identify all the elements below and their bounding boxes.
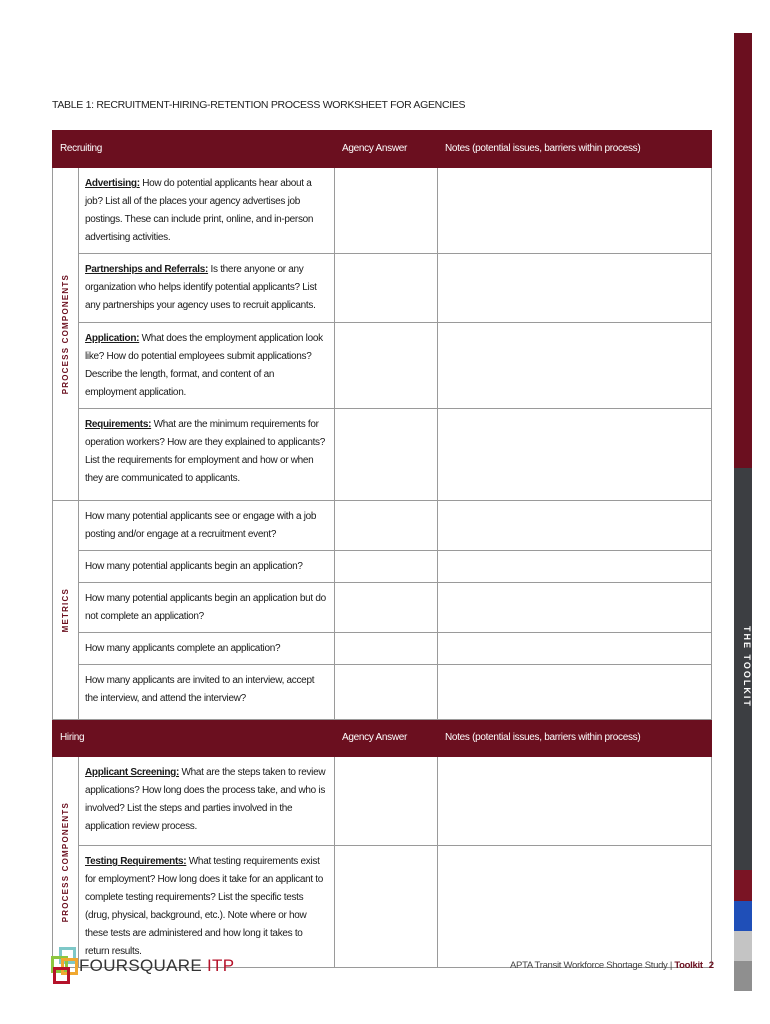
table-row xyxy=(53,633,712,665)
side-tab-label: THE TOOLKIT xyxy=(742,626,752,708)
side-bar-gray-light xyxy=(734,931,752,961)
question-term: Applicant Screening: xyxy=(85,767,180,778)
side-bar-red xyxy=(734,33,752,468)
notes-cell[interactable] xyxy=(438,633,712,665)
question-cell: How many potential applicants begin an application but do not complete an application? xyxy=(79,583,335,633)
page-number: 2 xyxy=(708,960,714,971)
question-cell: How many applicants complete an application? xyxy=(79,633,335,665)
table-row xyxy=(53,323,712,409)
table-row xyxy=(53,665,712,720)
side-bar-blue xyxy=(734,901,752,931)
footer-study: APTA Transit Workforce Shortage Study | xyxy=(510,960,675,971)
question-term: Requirements: xyxy=(85,419,152,430)
question-cell xyxy=(79,409,335,501)
agency-answer-cell[interactable] xyxy=(335,501,438,551)
notes-cell[interactable] xyxy=(438,551,712,583)
agency-answer-cell[interactable] xyxy=(335,323,438,409)
notes-cell[interactable] xyxy=(438,409,712,501)
question-text: Is there anyone or any organization who helps identify potential applicants? List any partnerships your agency uses to recruit applicants. xyxy=(85,264,317,311)
notes-cell[interactable] xyxy=(438,323,712,409)
metrics-group xyxy=(53,501,79,720)
table-title: TABLE 1: RECRUITMENT-HIRING-RETENTION PROCESS WORKSHEET FOR AGENCIES xyxy=(52,99,466,111)
question-cell xyxy=(79,323,335,409)
process-components-group xyxy=(53,757,79,968)
group-label: PROCESS COMPONENTS xyxy=(61,801,70,923)
question-cell: How many applicants are invited to an interview, accept the interview, and attend the interview? xyxy=(79,665,335,720)
agency-answer-cell[interactable] xyxy=(335,665,438,720)
question-cell: How many potential applicants begin an application? xyxy=(79,551,335,583)
question-term: Advertising: xyxy=(85,178,140,189)
table-row xyxy=(53,583,712,633)
hiring-header: Hiring xyxy=(53,720,335,757)
question-cell xyxy=(79,757,335,846)
table-row xyxy=(53,409,712,501)
notes-cell[interactable] xyxy=(438,168,712,254)
agency-answer-cell[interactable] xyxy=(335,757,438,846)
question-text: What are the minimum requirements for operation workers? How are they explained to applicants? List the requirements for employment and how or when they are communicated to applicants. xyxy=(85,419,326,484)
agency-answer-cell[interactable] xyxy=(335,254,438,323)
question-text: What does the employment application look like? How do potential employees submit applications? Describe the length, format, and content of an employment application. xyxy=(85,333,323,398)
table-row xyxy=(53,168,712,254)
question-cell: How many potential applicants see or engage with a job posting and/or engage at a recruitment event? xyxy=(79,501,335,551)
agency-answer-cell[interactable] xyxy=(335,583,438,633)
footer-section: Toolkit xyxy=(674,960,703,971)
agency-answer-cell[interactable] xyxy=(335,168,438,254)
notes-cell[interactable] xyxy=(438,665,712,720)
notes-cell[interactable] xyxy=(438,501,712,551)
question-text: How do potential applicants hear about a job? List all of the places your agency advertises job postings. These can include print, online, and in-person advertising activities. xyxy=(85,178,314,243)
side-bar-red-lower xyxy=(734,870,752,901)
foursquare-logo xyxy=(51,946,234,986)
agency-answer-cell[interactable] xyxy=(335,551,438,583)
notes-header: Notes (potential issues, barriers within process) xyxy=(438,131,712,168)
recruiting-header-row xyxy=(53,131,712,168)
logo-main-text: FOURSQUARE xyxy=(79,956,202,975)
question-cell xyxy=(79,168,335,254)
table-row xyxy=(53,757,712,846)
question-text: What are the steps taken to review applications? How long does the process take, and who is involved? List the steps and parties involved in the application review process. xyxy=(85,767,326,832)
hiring-header-row xyxy=(53,720,712,757)
notes-cell[interactable] xyxy=(438,757,712,846)
recruiting-header: Recruiting xyxy=(53,131,335,168)
notes-cell[interactable] xyxy=(438,846,712,968)
question-term: Application: xyxy=(85,333,140,344)
question-term: Testing Requirements: xyxy=(85,856,187,867)
question-cell xyxy=(79,254,335,323)
side-bar-gray xyxy=(734,961,752,991)
notes-header: Notes (potential issues, barriers within process) xyxy=(438,720,712,757)
notes-cell[interactable] xyxy=(438,254,712,323)
agency-answer-header: Agency Answer xyxy=(335,720,438,757)
process-components-group xyxy=(53,168,79,501)
notes-cell[interactable] xyxy=(438,583,712,633)
logo-accent-text: ITP xyxy=(207,956,235,975)
group-label: PROCESS COMPONENTS xyxy=(61,273,70,395)
table-row xyxy=(53,501,712,551)
question-text: What testing requirements exist for employment? How long does it take for an applicant to complete testing requirements? List the specific tests (drug, physical, background, etc.). Note where or how these tests are administered and how long it takes to return results. xyxy=(85,856,324,957)
agency-answer-header: Agency Answer xyxy=(335,131,438,168)
agency-answer-cell[interactable] xyxy=(335,409,438,501)
question-term: Partnerships and Referrals: xyxy=(85,264,209,275)
table-row xyxy=(53,254,712,323)
worksheet-table xyxy=(52,130,712,968)
page-footer xyxy=(510,960,714,971)
group-label: METRICS xyxy=(61,587,70,633)
logo-squares-icon xyxy=(51,947,73,985)
table-row xyxy=(53,551,712,583)
agency-answer-cell[interactable] xyxy=(335,846,438,968)
agency-answer-cell[interactable] xyxy=(335,633,438,665)
